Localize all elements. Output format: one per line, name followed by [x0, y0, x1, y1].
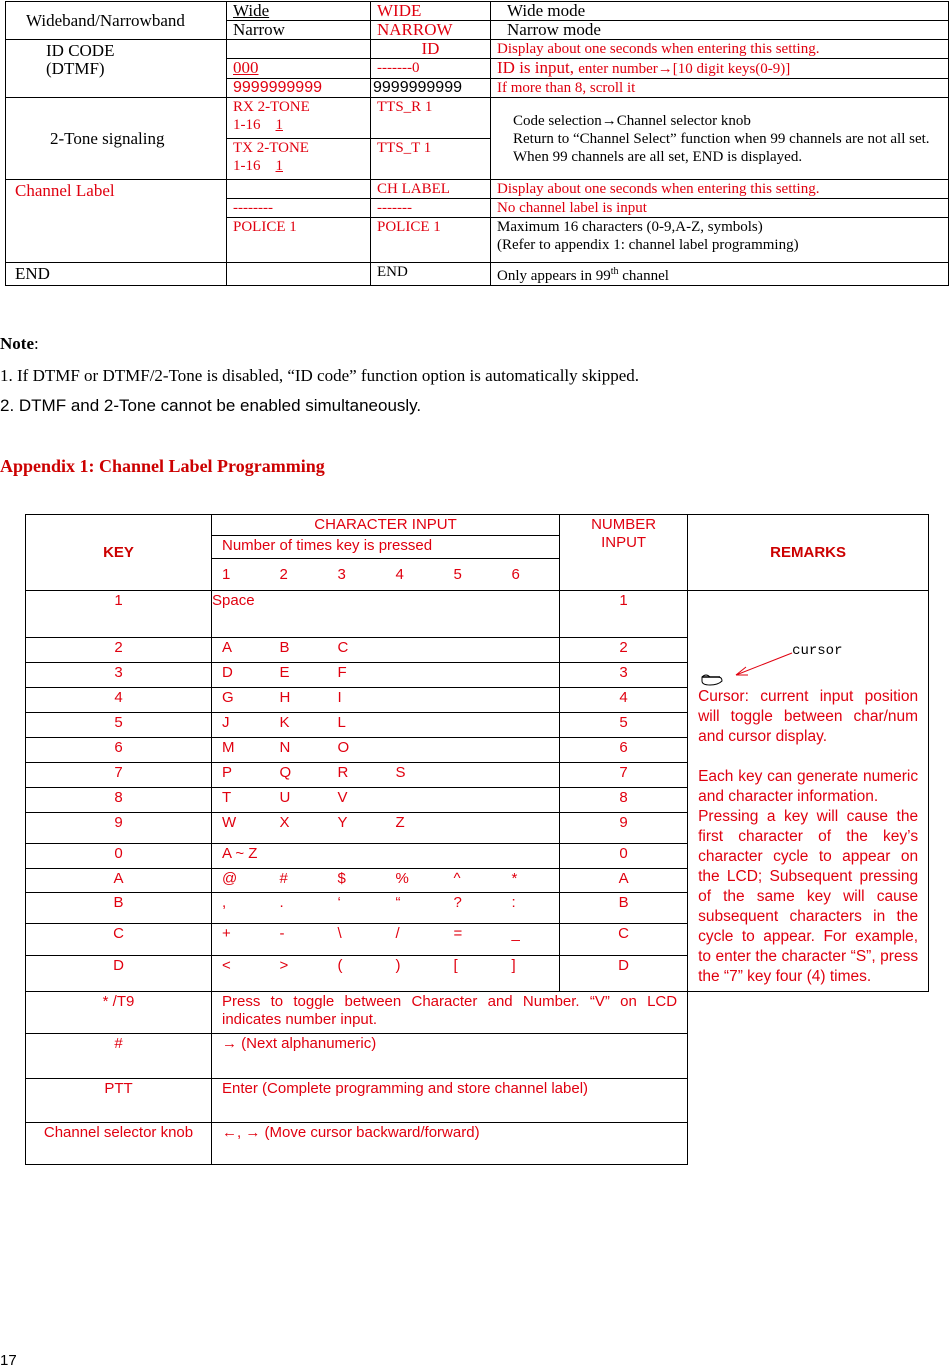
key-cell: 7	[26, 762, 212, 787]
key-cell: 0	[26, 843, 212, 868]
key-cell: 3	[26, 663, 212, 688]
desc-narrow: Narrow mode	[491, 21, 949, 40]
id-code-label-line1: ID CODE	[46, 41, 115, 60]
function-desc-cell: ←, → (Move cursor backward/forward)	[212, 1123, 688, 1165]
id-code-row-id	[6, 40, 949, 59]
remarks-para2: Each key can generate numeric and character information.	[698, 768, 919, 805]
two-tone-row-rx	[6, 98, 949, 139]
char-cell: -	[270, 924, 328, 956]
char-cell: [	[444, 956, 502, 992]
char-cell: G	[212, 688, 270, 713]
note-title	[0, 334, 39, 354]
desc-end-suffix: channel	[618, 268, 669, 284]
char-cell	[328, 591, 386, 638]
char-cell: *	[502, 868, 560, 893]
number-input-cell: 7	[560, 762, 688, 787]
display-000: -------0	[371, 59, 491, 79]
function-row	[26, 1123, 929, 1165]
function-desc-cell: Press to toggle between Character and Number. “V” on LCD indicates number input.	[212, 992, 688, 1034]
display-max: 9999999999	[371, 79, 491, 98]
char-cell: T	[212, 787, 270, 812]
function-rows	[26, 992, 929, 1165]
press-count-5: 5	[444, 559, 502, 591]
key-row-1	[26, 591, 929, 638]
option-max: 9999999999	[227, 79, 371, 98]
key-cell: B	[26, 893, 212, 924]
option-rx-value: 1	[275, 117, 283, 133]
char-cell	[502, 787, 560, 812]
char-cell: U	[270, 787, 328, 812]
char-cell: F	[328, 663, 386, 688]
char-cell	[502, 812, 560, 843]
char-range-cell: A ~ Z	[212, 843, 560, 868]
desc-end-sup: th	[610, 266, 619, 277]
desc-max: If more than 8, scroll it	[491, 79, 949, 98]
desc-000	[491, 59, 949, 79]
char-cell: K	[270, 713, 328, 738]
header-times-pressed: Number of times key is pressed	[212, 536, 560, 559]
char-cell	[444, 663, 502, 688]
header-number-input: NUMBER INPUT	[560, 515, 688, 591]
char-cell	[386, 688, 444, 713]
char-cell: S	[386, 762, 444, 787]
char-cell	[386, 787, 444, 812]
remarks-cell	[688, 591, 929, 992]
note-title-colon: :	[33, 334, 39, 353]
function-desc-cell: Enter (Complete programming and store channel label)	[212, 1079, 688, 1123]
char-cell	[386, 738, 444, 763]
number-input-cell: 8	[560, 787, 688, 812]
number-input-cell: 5	[560, 713, 688, 738]
remarks-para3: Pressing a key will cause the first character of the key’s character cycle to appear on the LCD; Subsequent pressing of the same key will cause subsequent characters in the cycle to appear. For example, to enter the character “S”, press the “7” key four (4) times.	[698, 808, 919, 985]
char-cell	[502, 762, 560, 787]
option-000: 000	[227, 59, 371, 79]
char-cell: J	[212, 713, 270, 738]
option-rx-line2	[233, 116, 364, 134]
char-cell: ?	[444, 893, 502, 924]
two-tone-desc-line3: When 99 channels are all set, END is displayed.	[513, 148, 803, 165]
display-police: POLICE 1	[371, 218, 491, 263]
option-tx-range: 1-16	[233, 158, 261, 174]
option-rx-line1: RX 2-TONE	[233, 99, 310, 115]
option-chlabel-empty	[227, 180, 371, 199]
page-number: 17	[0, 1352, 17, 1369]
char-cell	[502, 663, 560, 688]
char-cell: L	[328, 713, 386, 738]
char-cell: D	[212, 663, 270, 688]
char-cell: Y	[328, 812, 386, 843]
char-cell: )	[386, 956, 444, 992]
key-cell: 2	[26, 638, 212, 663]
char-cell	[386, 638, 444, 663]
char-cell: :	[502, 893, 560, 924]
key-table	[25, 514, 929, 1165]
function-key-cell: #	[26, 1034, 212, 1079]
desc-end	[491, 263, 949, 286]
option-wide: Wide	[227, 2, 371, 21]
desc-police	[491, 218, 949, 263]
char-cell: _	[502, 924, 560, 956]
appendix-title: Appendix 1: Channel Label Programming	[0, 456, 325, 476]
press-count-2: 2	[270, 559, 328, 591]
press-count-1: 1	[212, 559, 270, 591]
char-cell	[444, 713, 502, 738]
key-cell: 5	[26, 713, 212, 738]
char-cell: =	[444, 924, 502, 956]
function-desc-cell: → (Next alphanumeric)	[212, 1034, 688, 1079]
char-cell: W	[212, 812, 270, 843]
id-code-label-line2: (DTMF)	[46, 59, 105, 78]
char-cell: <	[212, 956, 270, 992]
settings-table	[5, 1, 949, 286]
function-row	[26, 1079, 929, 1123]
desc-dashes: No channel label is input	[491, 199, 949, 218]
key-cell: A	[26, 868, 212, 893]
desc-000-main: ID is input,	[497, 58, 579, 77]
press-count-6: 6	[502, 559, 560, 591]
number-input-cell: 1	[560, 591, 688, 638]
display-end: END	[371, 263, 491, 286]
key-cell: D	[26, 956, 212, 992]
note-title-text: Note	[0, 334, 34, 353]
number-input-cell: 2	[560, 638, 688, 663]
char-cell: ^	[444, 868, 502, 893]
option-id-empty	[227, 40, 371, 59]
char-cell	[444, 812, 502, 843]
option-police: POLICE 1	[227, 218, 371, 263]
remarks-para1: Cursor: current input position will toggle between char/num and cursor display.	[698, 688, 919, 745]
char-cell: Space	[212, 591, 270, 638]
number-input-cell: 6	[560, 738, 688, 763]
char-cell: Q	[270, 762, 328, 787]
char-cell	[386, 663, 444, 688]
note-2: 2. DTMF and 2-Tone cannot be enabled simultaneously.	[0, 396, 422, 415]
desc-police-line1: Maximum 16 characters (0-9,A-Z, symbols)	[497, 219, 763, 235]
key-cell: 9	[26, 812, 212, 843]
desc-000-small: enter number→[10 digit keys(0-9)]	[578, 61, 791, 77]
char-cell: “	[386, 893, 444, 924]
two-tone-desc-line1: Code selection→Channel selector knob	[513, 112, 751, 129]
key-cell: 1	[26, 591, 212, 638]
char-cell: N	[270, 738, 328, 763]
note-1: 1. If DTMF or DTMF/2-Tone is disabled, “ID code” function option is automatically skipped.	[0, 366, 640, 385]
desc-id: Display about one seconds when entering this setting.	[491, 40, 949, 59]
char-cell: >	[270, 956, 328, 992]
press-count-3: 3	[328, 559, 386, 591]
key-cell: C	[26, 924, 212, 956]
char-cell: E	[270, 663, 328, 688]
number-input-cell: 9	[560, 812, 688, 843]
desc-police-line2: (Refer to appendix 1: channel label programming)	[497, 237, 799, 253]
char-cell: $	[328, 868, 386, 893]
desc-chlabel: Display about one seconds when entering this setting.	[491, 180, 949, 199]
char-cell	[502, 688, 560, 713]
char-cell: /	[386, 924, 444, 956]
header-char-input: CHARACTER INPUT	[212, 515, 560, 536]
function-row	[26, 992, 929, 1034]
char-cell: .	[270, 893, 328, 924]
option-tx-line1: TX 2-TONE	[233, 140, 309, 156]
channel-label-label: Channel Label	[6, 180, 227, 263]
desc-end-prefix: Only appears in 99	[497, 268, 611, 284]
char-cell: H	[270, 688, 328, 713]
channel-label-row-title	[6, 180, 949, 199]
function-key-cell: * /T9	[26, 992, 212, 1034]
end-row	[6, 263, 949, 286]
char-cell: I	[328, 688, 386, 713]
function-key-cell: PTT	[26, 1079, 212, 1123]
number-input-cell: A	[560, 868, 688, 893]
header-remarks: REMARKS	[688, 515, 929, 591]
char-cell	[444, 638, 502, 663]
desc-wide: Wide mode	[491, 2, 949, 21]
char-cell: A	[212, 638, 270, 663]
char-cell: M	[212, 738, 270, 763]
display-wide: WIDE	[371, 2, 491, 21]
number-input-cell: B	[560, 893, 688, 924]
number-input-cell: D	[560, 956, 688, 992]
display-rx: TTS_R 1	[371, 98, 491, 139]
header-row-1	[26, 515, 929, 536]
header-key: KEY	[26, 515, 212, 591]
two-tone-desc-line2: Return to “Channel Select” function when 99 channels are not all set.	[513, 130, 930, 147]
bandwidth-row-wide	[6, 2, 949, 21]
char-cell	[444, 762, 502, 787]
char-cell: %	[386, 868, 444, 893]
char-cell	[502, 638, 560, 663]
char-cell: P	[212, 762, 270, 787]
display-chlabel: CH LABEL	[371, 180, 491, 199]
char-cell	[444, 591, 502, 638]
char-rows	[26, 591, 929, 992]
char-cell	[502, 713, 560, 738]
char-cell: C	[328, 638, 386, 663]
char-cell	[386, 591, 444, 638]
key-cell: 8	[26, 787, 212, 812]
char-cell	[386, 713, 444, 738]
char-cell: ‘	[328, 893, 386, 924]
number-input-cell: 3	[560, 663, 688, 688]
option-rx	[227, 98, 371, 139]
two-tone-label: 2-Tone signaling	[6, 98, 227, 180]
option-end-empty	[227, 263, 371, 286]
char-cell: +	[212, 924, 270, 956]
display-narrow: NARROW	[371, 21, 491, 40]
function-row	[26, 1034, 929, 1079]
id-code-label	[6, 40, 227, 98]
bandwidth-label: Wideband/Narrowband	[6, 2, 227, 40]
char-cell	[444, 688, 502, 713]
char-cell: \	[328, 924, 386, 956]
char-cell	[444, 738, 502, 763]
char-cell: R	[328, 762, 386, 787]
char-cell: #	[270, 868, 328, 893]
char-cell: (	[328, 956, 386, 992]
key-cell: 4	[26, 688, 212, 713]
char-cell: O	[328, 738, 386, 763]
char-cell	[502, 591, 560, 638]
cursor-figure	[698, 599, 918, 687]
option-tx-line2	[233, 157, 364, 175]
end-label: END	[6, 263, 227, 286]
option-dashes: --------	[227, 199, 371, 218]
press-count-4: 4	[386, 559, 444, 591]
char-cell: V	[328, 787, 386, 812]
number-input-cell: C	[560, 924, 688, 956]
char-cell	[444, 787, 502, 812]
char-cell	[502, 738, 560, 763]
option-tx-value: 1	[275, 158, 283, 174]
char-cell	[270, 591, 328, 638]
cursor-figure-label: cursor	[792, 643, 843, 659]
char-cell: ]	[502, 956, 560, 992]
key-cell: 6	[26, 738, 212, 763]
char-cell: B	[270, 638, 328, 663]
display-dashes: -------	[371, 199, 491, 218]
display-id: ID	[371, 40, 491, 59]
display-tx: TTS_T 1	[371, 139, 491, 180]
number-input-cell: 0	[560, 843, 688, 868]
two-tone-desc	[491, 98, 949, 180]
char-cell: Z	[386, 812, 444, 843]
option-tx	[227, 139, 371, 180]
char-cell: ,	[212, 893, 270, 924]
number-input-cell: 4	[560, 688, 688, 713]
char-cell: X	[270, 812, 328, 843]
option-narrow: Narrow	[227, 21, 371, 40]
option-rx-range: 1-16	[233, 117, 261, 133]
function-key-cell: Channel selector knob	[26, 1123, 212, 1165]
char-cell: @	[212, 868, 270, 893]
